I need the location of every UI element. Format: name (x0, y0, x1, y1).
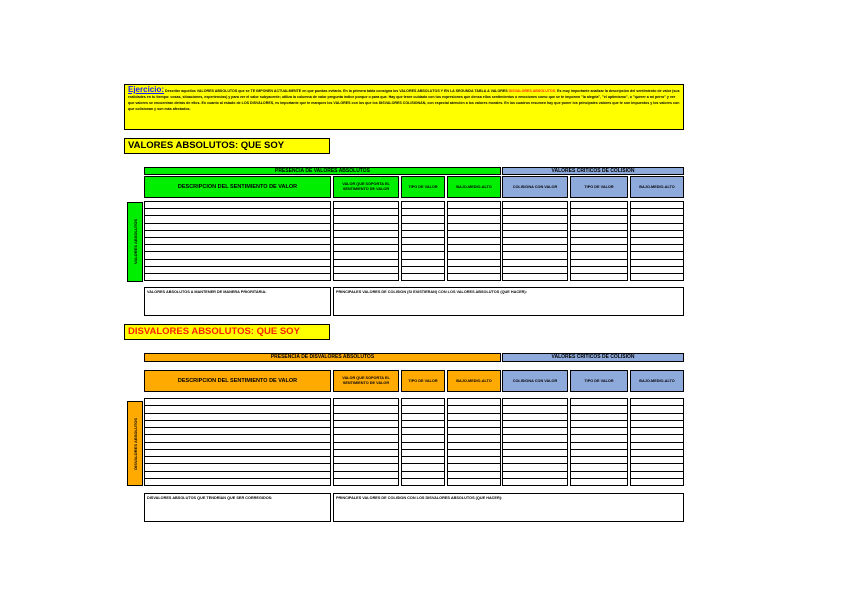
section2-band-presence: PRESENCIA DE DISVALORES ABSOLUTOS (144, 353, 501, 362)
exercise-instructions (124, 84, 684, 130)
section1-band-collision: VALORES CRITICOS DE COLISION (502, 167, 684, 175)
section2-side-text: DISVALORES ABSOLUTOS (132, 417, 138, 470)
section2-footer-collision-label: PRINCIPALES VALORES DE COLISION CON LOS DISVALORES ABSOLUTOS (QUE HACER): (336, 496, 503, 500)
section1-grid-description[interactable] (144, 201, 331, 281)
section2-header-colisiona: COLISIONA CON VALOR (502, 370, 568, 392)
section2-header-tipo2: TIPO DE VALOR (570, 370, 628, 392)
section1-side-text: VALORES ABSOLUTOS (132, 219, 138, 265)
section1-grid-tipo[interactable] (401, 201, 445, 281)
section2-band-collision: VALORES CRITICOS DE COLISION (502, 353, 684, 362)
section2-title: DISVALORES ABSOLUTOS: QUE SOY (124, 324, 330, 340)
section1-footer-priorities[interactable] (144, 287, 331, 316)
section2-header-description: DESCRIPCION DEL SENTIMIENTO DE VALOR (144, 370, 331, 392)
section2-grid-nivel[interactable] (447, 398, 501, 486)
section1-header-colisiona: COLISIONA CON VALOR (502, 176, 568, 198)
section1-grid-nivel[interactable] (447, 201, 501, 281)
section1-header-valor: VALOR QUE SOPORTA EL SENTIMIENTO DE VALOR (333, 176, 399, 198)
section1-grid-tipo2[interactable] (570, 201, 628, 281)
section1-title: VALORES ABSOLUTOS: QUE SOY (124, 138, 330, 154)
section1-grid-valor[interactable] (333, 201, 399, 281)
exercise-text-part2: Es muy importante analizar la descripción del sentimiento de valor (sus realidades en tu tiempo: cosas, situaciones, experiencias) y para ver el valor subyacente; utiliza la columna de valor pregunta índice porque o para que. Hay que tener cuidado con tus expresiones que densa ellos sentimientos o emociones como que se te imponen "la alegria", "el optimismo", o "querer a mi perro" y ver que valores se encuentran detrás de ellos. En cuanto al estado de LOS DISVALORES, es importante que te marques los VALORES con los que los DISVALORES COLISIONAN, con especial atención a los valores morales. En los cuadros resumen hay que poner los principales valores que te son impuestos y los valores con que colisionan y son más afectados. (128, 89, 680, 111)
section1-footer-collision-label: PRINCIPALES VALORES DE COLISION (SI EXISTIERAN) CON LOS VALORES ABSOLUTOS (QUE HACER): (336, 290, 527, 294)
section2-header-valor: VALOR QUE SOPORTA EL SENTIMIENTO DE VALOR (333, 370, 399, 392)
section2-header-tipo: TIPO DE VALOR (401, 370, 445, 392)
section2-header-nivel2: BAJO-MEDIO-ALTO (630, 370, 684, 392)
section1-band-presence: PRESENCIA DE VALORES ABSOLUTOS (144, 167, 501, 175)
section2-grid-colisiona[interactable] (502, 398, 568, 486)
section1-side-label (127, 202, 143, 282)
section1-header-tipo2: TIPO DE VALOR (570, 176, 628, 198)
section2-footer-corrections[interactable] (144, 493, 331, 522)
section2-footer-collision[interactable] (333, 493, 684, 522)
section2-grid-description[interactable] (144, 398, 331, 486)
section2-header-nivel: BAJO-MEDIO-ALTO (447, 370, 501, 392)
section1-grid-nivel2[interactable] (630, 201, 684, 281)
section2-grid-valor[interactable] (333, 398, 399, 486)
section1-header-nivel: BAJO-MEDIO-ALTO (447, 176, 501, 198)
section2-side-label (127, 401, 143, 486)
section1-grid-colisiona[interactable] (502, 201, 568, 281)
section1-footer-collision[interactable] (333, 287, 684, 316)
exercise-highlight: DISVALORES ABSOLUTOS. (508, 89, 557, 93)
section1-header-description: DESCRIPCION DEL SENTIMIENTO DE VALOR (144, 176, 331, 198)
section1-header-nivel2: BAJO-MEDIO-ALTO (630, 176, 684, 198)
section2-grid-nivel2[interactable] (630, 398, 684, 486)
section2-grid-tipo[interactable] (401, 398, 445, 486)
section2-footer-corrections-label: DISVALORES ABSOLUTOS QUE TENDRÍAN QUE SER CORREGIDOS: (147, 496, 273, 500)
exercise-text-part1: Describe aquellos VALORES ABSOLUTOS que se TE IMPONEN ACTUALMENTE en que puedas evitarlo. En la primera tabla consigna los VALORES ABSOLUTOS Y EN LA SEGUNDA TABLA A VALORES (164, 89, 509, 93)
exercise-label: Ejercicio: (128, 85, 165, 94)
section1-footer-priorities-label: VALORES ABSOLUTOS A MANTENER DE MANERA PRIORITARIA: (147, 290, 267, 294)
section1-header-tipo: TIPO DE VALOR (401, 176, 445, 198)
section2-grid-tipo2[interactable] (570, 398, 628, 486)
